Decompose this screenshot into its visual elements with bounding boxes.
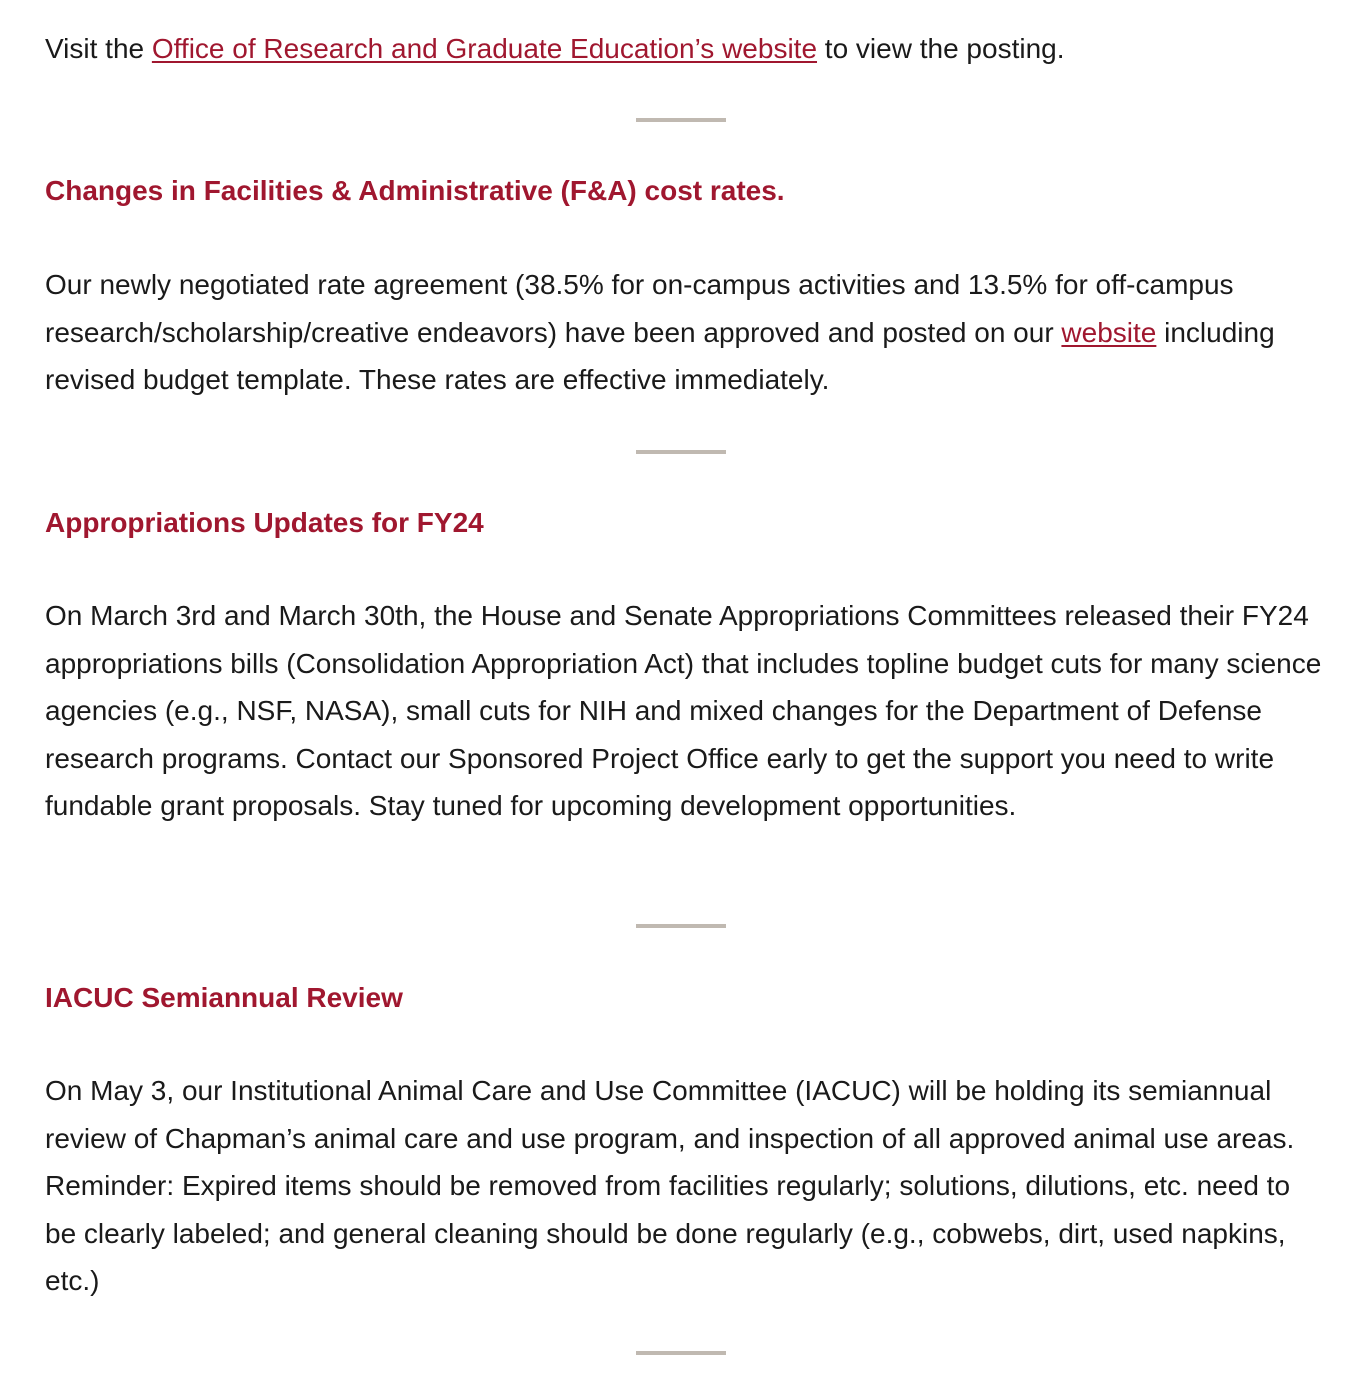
intro-paragraph: [45, 25, 1325, 73]
appropriations-heading: Appropriations Updates for FY24: [45, 507, 484, 538]
ore-website-link[interactable]: Office of Research and Graduate Education’s website: [151, 33, 818, 64]
section-divider: [636, 118, 726, 122]
section-divider: [636, 924, 726, 928]
appropriations-paragraph: On March 3rd and March 30th, the House and Senate Appropriations Committees released their FY24 appropriations bills (Consolidation Appropriation Act) that includes topline budget cuts for many science agencies (e.g., NSF, NASA), small cuts for NIH and mixed changes for the Department of Defense research programs. Contact our Sponsored Project Office early to get the support you need to write fundable grant proposals. Stay tuned for upcoming development opportunities.: [45, 600, 1322, 822]
intro-suffix: to view the posting.: [817, 33, 1065, 64]
fa-rates-paragraph: [45, 261, 1325, 404]
fa-rates-website-link[interactable]: website: [1061, 316, 1157, 348]
iacuc-heading: IACUC Semiannual Review: [45, 982, 403, 1013]
fa-rates-body-suffix: including revised budget template. These rates are effective immediately.: [45, 316, 1275, 396]
fa-rates-body-prefix: Our newly negotiated rate agreement (38.5% for on-campus activities and 13.5% for off-campus research/scholarship/creative endeavors) have been approved and posted on our: [45, 269, 1234, 348]
fa-rates-heading: Changes in Facilities & Administrative (F&A) cost rates.: [45, 175, 785, 206]
intro-prefix: Visit the: [45, 33, 152, 64]
section-divider: [636, 450, 726, 454]
section-divider: [636, 1351, 726, 1355]
iacuc-paragraph: On May 3, our Institutional Animal Care and Use Committee (IACUC) will be holding its semiannual review of Chapman’s animal care and use program, and inspection of all approved animal use areas. Reminder: Expired items should be removed from facilities regularly; solutions, dilutions, etc. need to be clearly labeled; and general cleaning should be done regularly (e.g., cobwebs, dirt, used napkins, etc.): [45, 1075, 1295, 1297]
